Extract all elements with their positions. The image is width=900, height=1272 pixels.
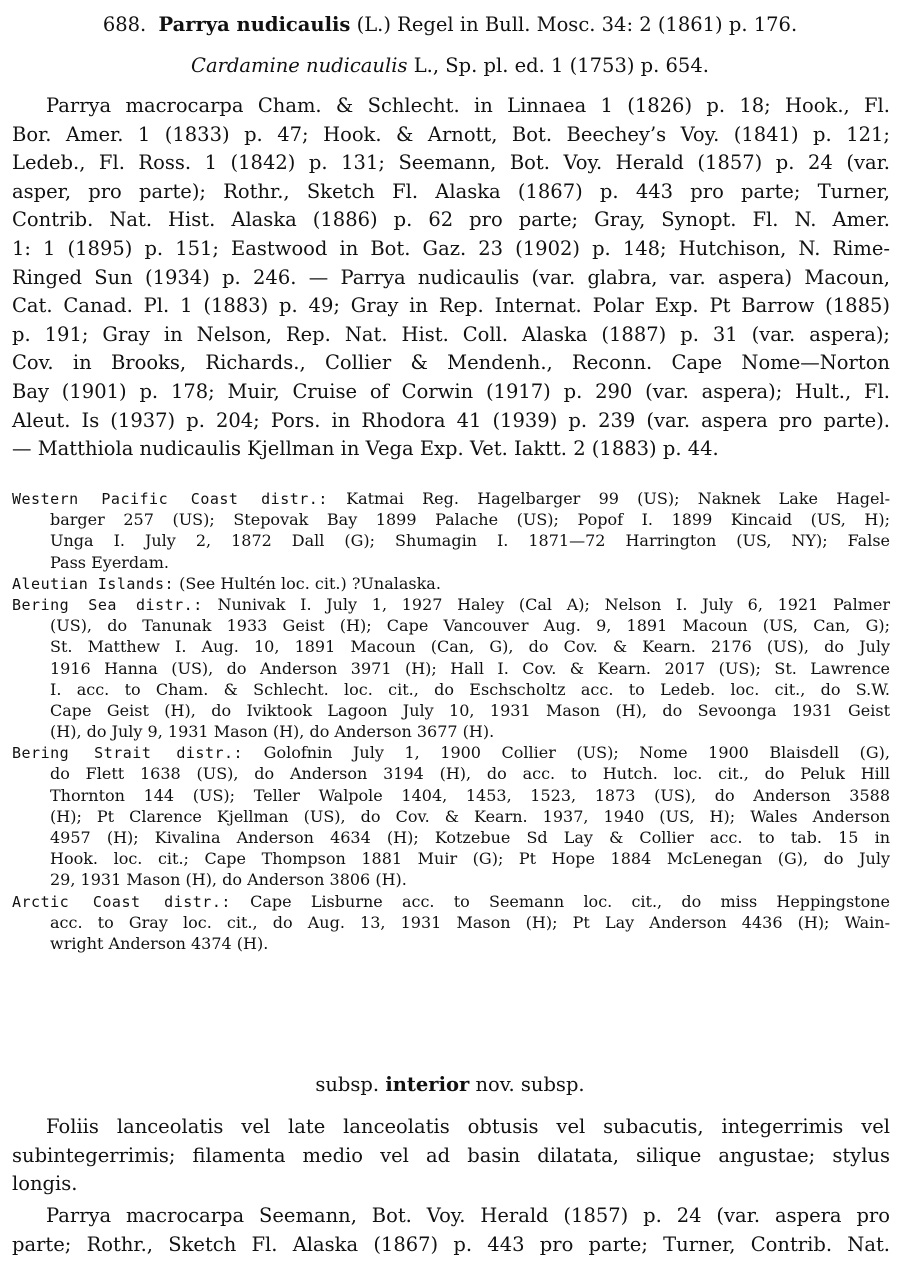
region-label-western-pacific: Western Pacific Coast distr.: — [12, 490, 328, 508]
region-text: (See Hultén loc. cit.) ?Unalaska. — [179, 573, 441, 593]
distribution-line: Pass Eyerdam. — [50, 552, 169, 572]
distribution-line — [12, 594, 890, 615]
synonymy-line: Contrib. Nat. Hist. Alaska (1886) p. 62 pro parte; Gray, Synopt. Fl. N. Amer. — [12, 208, 890, 232]
region-text: Golofnin July 1, 1900 Collier (US); Nome 1900 Blaisdell (G), — [263, 743, 891, 763]
diagnosis-line: Foliis lanceolatis vel late lanceolatis obtusis vel subacutis, integerrimis vel — [46, 1115, 890, 1138]
region-label-bering-strait: Bering Strait distr.: — [12, 744, 244, 763]
synonymy-line: Ledeb., Fl. Ross. 1 (1842) p. 131; Seemann, Bot. Voy. Herald (1857) p. 24 (var. — [12, 151, 890, 175]
distribution-line: 29, 1931 Mason (H), do Anderson 3806 (H). — [50, 870, 407, 890]
region-label-arctic-coast: Arctic Coast distr.: — [12, 892, 231, 911]
distribution-line: 1916 Hanna (US), do Anderson 3971 (H); Hall I. Cov. & Kearn. 2017 (US); St. Lawrence — [50, 658, 890, 678]
species-citation: (L.) Regel in Bull. Mosc. 34: 2 (1861) p. 176. — [356, 13, 798, 36]
synonymy-line: Ringed Sun (1934) p. 246. — Parrya nudicaulis (var. glabra, var. aspera) Macoun, — [12, 265, 890, 289]
diagnosis-line: longis. — [12, 1172, 78, 1196]
diagnosis-paragraph — [12, 1113, 890, 1199]
synonymy-paragraph — [12, 92, 890, 464]
distribution-line: I. acc. to Cham. & Schlecht. loc. cit., do Eschscholtz acc. to Ledeb. loc. cit., do S.W. — [50, 679, 890, 699]
distribution-line: Unga I. July 2, 1872 Dall (G); Shumagin I. 1871—72 Harrington (US, NY); False — [50, 531, 890, 551]
basionym-name: Cardamine nudicaulis — [191, 54, 408, 77]
region-text: Katmai Reg. Hagelbarger 99 (US); Naknek Lake Hagel- — [346, 489, 890, 508]
distribution-block — [12, 488, 890, 954]
distribution-line: Cape Geist (H), do Iviktook Lagoon July 10, 1931 Mason (H), do Sevoonga 1931 Geist — [50, 700, 890, 720]
entry-number: 688. — [102, 13, 147, 36]
distribution-line: barger 257 (US); Stepovak Bay 1899 Palache (US); Popof I. 1899 Kincaid (US, H); — [50, 510, 890, 530]
distribution-line: (H); Pt Clarence Kjellman (US), do Cov. & Kearn. 1937, 1940 (US, H); Wales Anderson — [50, 806, 890, 826]
distribution-line: (H), do July 9, 1931 Mason (H), do Anderson 3677 (H). — [50, 722, 495, 742]
distribution-line: (US), do Tanunak 1933 Geist (H); Cape Vancouver Aug. 9, 1891 Macoun (US, Can, G); — [50, 616, 890, 636]
synonymy-line: asper, pro parte); Rothr., Sketch Fl. Alaska (1867) p. 443 pro parte; Turner, — [12, 179, 890, 203]
diagnosis-line: subintegerrimis; filamenta medio vel ad basin dilatata, silique angustae; stylus — [12, 1143, 890, 1167]
synonymy-line: Cat. Canad. Pl. 1 (1883) p. 49; Gray in Rep. Internat. Polar Exp. Pt Barrow (1885) — [12, 294, 890, 318]
distribution-line: acc. to Gray loc. cit., do Aug. 13, 1931 Mason (H); Pt Lay Anderson 4436 (H); Wain- — [50, 912, 890, 932]
subspecies-suffix: nov. subsp. — [475, 1073, 585, 1096]
subspecies-name: interior — [385, 1073, 470, 1096]
synonymy-line: p. 191; Gray in Nelson, Rep. Nat. Hist. Coll. Alaska (1887) p. 31 (var. aspera); — [12, 322, 890, 346]
synonymy-line: Cov. in Brooks, Richards., Collier & Mendenh., Reconn. Cape Nome—Norton — [12, 351, 890, 375]
distribution-line: wright Anderson 4374 (H). — [50, 933, 269, 953]
basionym — [10, 51, 890, 81]
species-name: Parrya nudicaulis — [158, 13, 351, 36]
synonymy-line: Bay (1901) p. 178; Muir, Cruise of Corwin (1917) p. 290 (var. aspera); Hult., Fl. — [12, 379, 890, 403]
synonymy-line: Aleut. Is (1937) p. 204; Pors. in Rhodora 41 (1939) p. 239 (var. aspera pro parte). — [12, 408, 890, 432]
region-text: Cape Lisburne acc. to Seemann loc. cit., do miss Heppingstone — [250, 891, 890, 911]
distribution-line — [12, 573, 890, 594]
region-label-aleutian: Aleutian Islands: — [12, 574, 175, 593]
synonymy-line: Bor. Amer. 1 (1833) p. 47; Hook. & Arnott, Bot. Beechey’s Voy. (1841) p. 121; — [12, 122, 890, 146]
region-label-bering-sea: Bering Sea distr.: — [12, 595, 203, 614]
basionym-citation: L., Sp. pl. ed. 1 (1753) p. 654. — [413, 54, 709, 77]
subsp-synonymy-line: Parrya macrocarpa Seemann, Bot. Voy. Herald (1857) p. 24 (var. aspera pro — [46, 1204, 890, 1227]
synonymy-line: — Matthiola nudicaulis Kjellman in Vega Exp. Vet. Iaktt. 2 (1883) p. 44. — [12, 437, 719, 461]
distribution-line: 4957 (H); Kivalina Anderson 4634 (H); Kotzebue Sd Lay & Collier acc. to tab. 15 in — [50, 828, 890, 847]
distribution-line: Hook. loc. cit.; Cape Thompson 1881 Muir (G); Pt Hope 1884 McLenegan (G), do July — [50, 849, 890, 869]
synonymy-line: 1: 1 (1895) p. 151; Eastwood in Bot. Gaz. 23 (1902) p. 148; Hutchison, N. Rime- — [12, 236, 890, 260]
distribution-line — [12, 742, 890, 763]
subsp-synonymy-line: parte; Rothr., Sketch Fl. Alaska (1867) p. 443 pro parte; Turner, Contrib. Nat. — [12, 1232, 890, 1256]
synonymy-line: Parrya macrocarpa Cham. & Schlecht. in Linnaea 1 (1826) p. 18; Hook., Fl. — [46, 94, 890, 117]
entry-header — [10, 10, 890, 40]
distribution-line — [12, 488, 890, 509]
distribution-line: Thornton 144 (US); Teller Walpole 1404, 1453, 1523, 1873 (US), do Anderson 3588 — [50, 785, 890, 805]
distribution-line: St. Matthew I. Aug. 10, 1891 Macoun (Can, G), do Cov. & Kearn. 2176 (US), do July — [50, 637, 890, 657]
region-text: Nunivak I. July 1, 1927 Haley (Cal A); Nelson I. July 6, 1921 Palmer — [217, 594, 890, 614]
subspecies-prefix: subsp. — [315, 1073, 380, 1096]
distribution-line — [12, 891, 890, 912]
subsp-synonymy-paragraph — [12, 1202, 890, 1259]
distribution-line: do Flett 1638 (US), do Anderson 3194 (H), do acc. to Hutch. loc. cit., do Peluk Hill — [50, 764, 890, 784]
subspecies-heading — [10, 1071, 890, 1099]
